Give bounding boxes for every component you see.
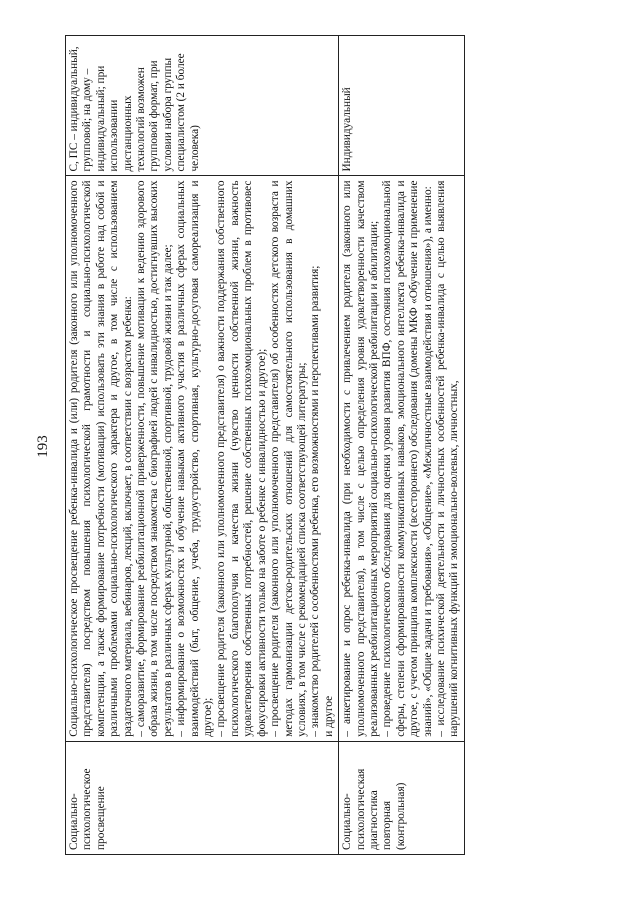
- rotated-document-page: [65, 15, 635, 875]
- content-paragraph: – просвещение родителя (законного или уполномоченного представителя) о важности поддержания собственного психологического благополучия и качества жизни (чувство ценности собственной жизни, важность удовлетворения собственных потребностей, решение собственных психоэмоциональных проблем в противовес фокусировки активности только на заботе о ребенке с инвалидностью и другое);: [215, 180, 268, 737]
- service-name-cell: Социально-психологическое просвещение: [66, 741, 339, 854]
- content-paragraph: и другое: [322, 695, 335, 737]
- table-row: [66, 36, 339, 855]
- content-paragraph: – проведение психологического обследования для оценки уровня развития ВПФ, состояния психоэмоциональной сферы, степени сформированности коммуникативных навыков, эмоционального интеллекта ребенка-инвалида и другое, с учетом принципа комплексности (всестороннего) обследования (домены МКФ «Обучение и применение знаний», «Общие задачи и требования», «Общение», «Межличностные взаимодействия и отношения»), а именно:: [381, 180, 434, 737]
- service-content-cell: [339, 176, 465, 741]
- content-paragraph: – знакомство родителей с особенностями ребенка, его возможностями и перспективами развития;: [309, 265, 322, 737]
- rehabilitation-table: [65, 35, 465, 855]
- service-name-cell: Социально-психологическая диагностика повторная (контрольная): [339, 741, 465, 854]
- content-paragraph: – просвещение родителя (законного или уполномоченного представителя) об особенностях детского возраста и методах гармонизации детско-родительских отношений для самостоятельного использования в домашних условиях, в том числе с рекомендацией списка соответствующей литературы;: [269, 180, 308, 737]
- service-format-cell: С, ПС – индивидуальный, групповой; на дому – индивидуальный; при использовании дистанционных технологий возможен групповой формат, при условии набора группы специалистом (2 и более человека): [66, 36, 339, 177]
- content-paragraph: – саморазвитие, формирование реабилитационной приверженности, повышение мотивации к ведению здорового образа жизни, в том числе посредством знакомства с биографией людей с инвалидностью, достигнувших высоких результатов в различных сферах культурной, общественной, спортивной, трудовой жизни и так далее;: [135, 180, 174, 737]
- content-paragraph: – анкетирование и опрос ребенка-инвалида (при необходимости с привлечением родителя (законного или уполномоченного представителя), в том числе с целью определения уровня удовлетворенности качеством реализованных реабилитационных мероприятий социально-психологической реабилитации и абилитации;: [341, 180, 380, 737]
- page-number: 193: [34, 435, 51, 458]
- content-paragraph: Социально-психологическое просвещение ребенка-инвалида и (или) родителя (законного или уполномоченного представителя) посредством повышения психологической грамотности и социально-психологической компетенции, а также формирование потребности (мотивации) использовать эти знания в работе над собой и различными проблемами социально-психологического характера и другое, в том числе с использованием раздаточного материала, вебинаров, лекций, включает, в соответствии с возрастом ребенка:: [68, 180, 134, 737]
- content-paragraph: – исследование психической деятельности и личностных особенностей ребенка-инвалида с целью выявления нарушений когнитивных функций и эмоционально-волевых, личностных,: [434, 180, 461, 737]
- service-content-cell: [66, 176, 339, 741]
- service-format-cell: Индивидуальный: [339, 36, 465, 177]
- table-row: [339, 36, 465, 855]
- content-paragraph: – информирование о возможностях и обучение навыкам активного участия в различных сферах социальных взаимодействий (быт, общение, учеба, трудоустройство, спортивная, культурно-досуговая самореализация и другое);: [175, 180, 215, 737]
